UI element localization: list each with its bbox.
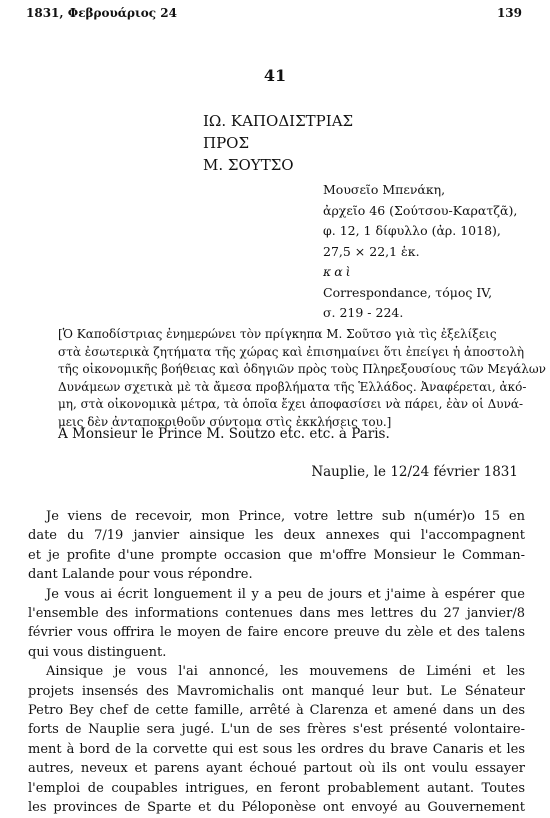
source-line: φ. 12, 1 δίφυλλο (ἀρ. 1018),: [323, 223, 501, 238]
source-line: Correspondance, τόμος IV,: [323, 284, 493, 300]
body-line: Je vous ai écrit longuement il y a peu de jours et j'aime à espérer que: [46, 586, 525, 602]
source-line: Μουσεῖο Μπενάκη,: [323, 182, 446, 197]
summary-line: μεις δὲν ἀνταποκριθοῦν σύντομα στὶς ἐκκλήσεις του.]: [58, 414, 392, 429]
letter-dateline: Nauplie, le 12/24 février 1831: [311, 464, 518, 480]
summary-line: μη, στὰ οἰκονομικὰ μέτρα, τὰ ὁποῖα ἔχει ἀποφασίσει νὰ πάρει, ἐὰν οἱ Δυνά-: [58, 397, 524, 412]
body-line: Je viens de recevoir, mon Prince, votre lettre sub n(umér)o 15 en: [46, 509, 525, 524]
body-line: Petro Bey chef de cette famille, arrêté à Clarenza et amené dans un des: [28, 703, 525, 719]
source-note: [323, 180, 517, 324]
heading-recipient: Μ. ΣΟΥΤΣΟ: [203, 156, 294, 174]
running-head: [26, 6, 522, 26]
letter-address: A Monsieur le Prince M. Soutzo etc. etc. à Paris.: [58, 426, 390, 442]
summary-line: Δυνάμεων σχετικὰ μὲ τὰ ἄμεσα προβλήματα τῆς Ἑλλάδος. Ἀναφέρεται, ἀκό-: [58, 379, 527, 394]
body-line: qui vous distinguent.: [28, 644, 167, 660]
source-line: ἀρχεῖο 46 (Σούτσου-Καρατζᾶ),: [323, 202, 518, 218]
source-line: σ. 219 - 224.: [323, 305, 404, 320]
body-line: Ainsique je vous l'ai annoncé, les mouvemens de Liméni et les: [46, 664, 525, 680]
body-line: date du 7/19 janvier ainsique les deux annexes qui l'accompagnent: [28, 528, 525, 544]
body-line: dant Lalande pour vous répondre.: [28, 567, 253, 583]
body-line: ment à bord de la corvette qui est sous les ordres du brave Canaris et les: [28, 741, 525, 757]
summary-line: τῆς οἰκονομικῆς βοήθειας καὶ ὁδηγιῶν πρὸς τοὺς Πληρεξουσίους τῶν Μεγάλων: [58, 362, 546, 377]
document-number: 41: [263, 66, 287, 85]
running-head-date: 1831, Φεβρουάριος 24: [26, 6, 177, 20]
body-line: février vous offrira le moyen de faire encore preuve du zèle et des talens: [28, 625, 525, 641]
page-number: 139: [496, 6, 522, 20]
heading-preposition: ΠΡΟΣ: [203, 134, 250, 152]
summary-line: στὰ ἐσωτερικὰ ζητήματα τῆς χώρας καὶ ἐπισημαίνει ὅτι ἐπείγει ἡ ἀποστολὴ: [58, 344, 525, 359]
editorial-summary: [58, 326, 546, 432]
letter-heading: [203, 110, 353, 176]
heading-sender: ΙΩ. ΚΑΠΟΔΙΣΤΡΙΑΣ: [203, 112, 354, 130]
body-line: l'emploi de coupables intrigues, en feront probablement autant. Toutes: [28, 780, 525, 796]
body-line: et je profite d'une prompte occasion que m'offre Monsieur le Comman-: [28, 547, 525, 563]
body-line: projets insensés des Mavromichalis ont manqué leur but. Le Sénateur: [28, 683, 525, 699]
body-line: forts de Nauplie sera jugé. L'un de ses frères s'est présenté volontaire-: [28, 722, 525, 738]
body-line: autres, neveux et parens ayant échoué partout où ils ont voulu essayer: [28, 761, 525, 777]
letter-body: [28, 507, 525, 818]
source-line: καὶ: [323, 264, 354, 279]
summary-line: [Ὁ Καποδίστριας ἐνημερώνει τὸν πρίγκηπα Μ. Σοῦτσο γιὰ τὶς ἐξελίξεις: [58, 327, 497, 341]
body-line: les provinces de Sparte et du Péloponèse ont envoyé au Gouvernement: [28, 800, 525, 816]
body-line: l'ensemble des informations contenues dans mes lettres du 27 janvier/8: [28, 606, 525, 622]
source-line: 27,5 × 22,1 ἑκ.: [323, 243, 420, 259]
